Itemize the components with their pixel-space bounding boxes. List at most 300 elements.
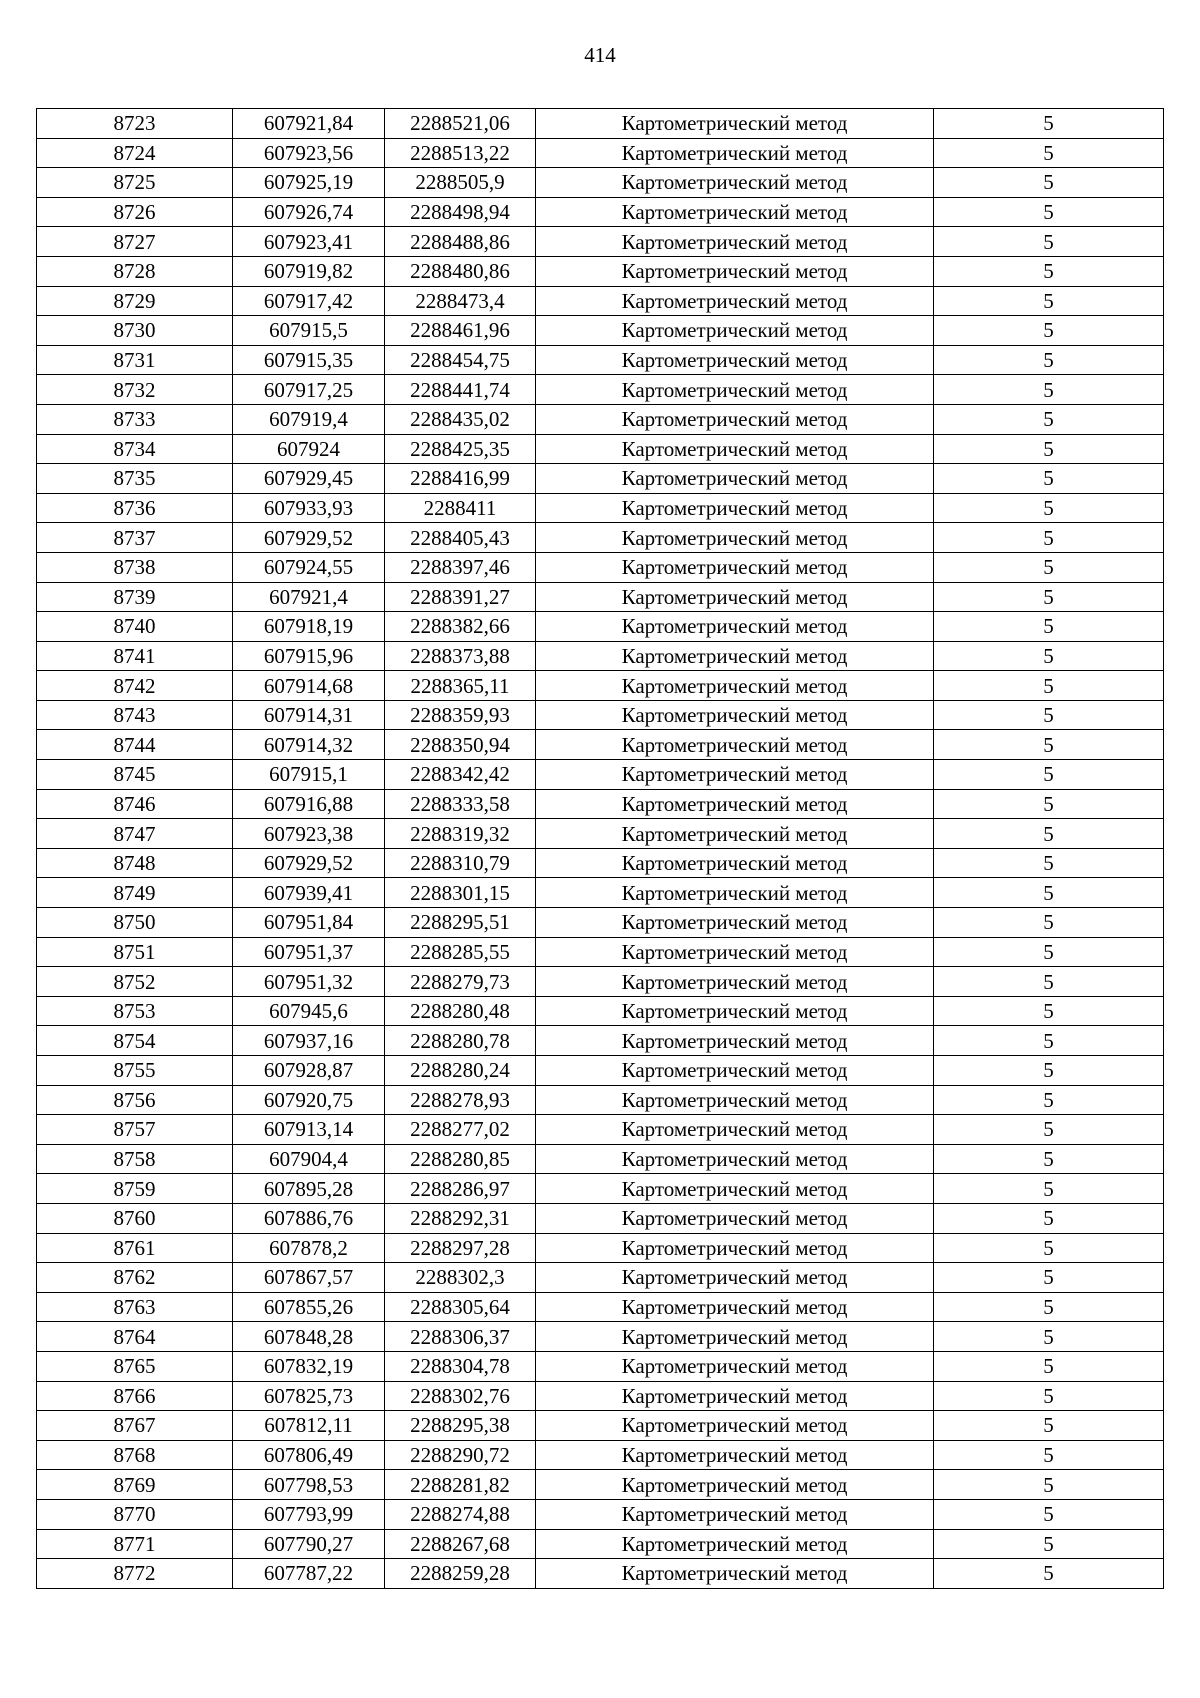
- x-coordinate-cell: 607937,16: [233, 1026, 385, 1056]
- y-coordinate-cell: 2288342,42: [385, 760, 536, 790]
- method-cell: Картометрический метод: [536, 641, 934, 671]
- x-coordinate-cell: 607945,6: [233, 996, 385, 1026]
- y-coordinate-cell: 2288301,15: [385, 878, 536, 908]
- y-coordinate-cell: 2288441,74: [385, 375, 536, 405]
- x-coordinate-cell: 607918,19: [233, 612, 385, 642]
- point-number-cell: 8734: [37, 434, 233, 464]
- accuracy-cell: 5: [934, 1559, 1164, 1589]
- point-number-cell: 8763: [37, 1292, 233, 1322]
- table-row: [37, 197, 1164, 227]
- y-coordinate-cell: 2288279,73: [385, 967, 536, 997]
- y-coordinate-cell: 2288350,94: [385, 730, 536, 760]
- method-cell: Картометрический метод: [536, 1499, 934, 1529]
- method-cell: Картометрический метод: [536, 493, 934, 523]
- x-coordinate-cell: 607925,19: [233, 168, 385, 198]
- x-coordinate-cell: 607951,37: [233, 937, 385, 967]
- y-coordinate-cell: 2288397,46: [385, 552, 536, 582]
- method-cell: Картометрический метод: [536, 1381, 934, 1411]
- y-coordinate-cell: 2288488,86: [385, 227, 536, 257]
- method-cell: Картометрический метод: [536, 908, 934, 938]
- accuracy-cell: 5: [934, 878, 1164, 908]
- y-coordinate-cell: 2288304,78: [385, 1351, 536, 1381]
- point-number-cell: 8755: [37, 1056, 233, 1086]
- point-number-cell: 8765: [37, 1351, 233, 1381]
- accuracy-cell: 5: [934, 1499, 1164, 1529]
- method-cell: Картометрический метод: [536, 671, 934, 701]
- x-coordinate-cell: 607904,4: [233, 1144, 385, 1174]
- y-coordinate-cell: 2288292,31: [385, 1203, 536, 1233]
- point-number-cell: 8737: [37, 523, 233, 553]
- accuracy-cell: 5: [934, 1026, 1164, 1056]
- x-coordinate-cell: 607848,28: [233, 1322, 385, 1352]
- table-row: [37, 1559, 1164, 1589]
- x-coordinate-cell: 607921,4: [233, 582, 385, 612]
- point-number-cell: 8741: [37, 641, 233, 671]
- accuracy-cell: 5: [934, 612, 1164, 642]
- table-row: [37, 1499, 1164, 1529]
- x-coordinate-cell: 607812,11: [233, 1411, 385, 1441]
- point-number-cell: 8728: [37, 256, 233, 286]
- accuracy-cell: 5: [934, 1440, 1164, 1470]
- accuracy-cell: 5: [934, 1322, 1164, 1352]
- point-number-cell: 8736: [37, 493, 233, 523]
- accuracy-cell: 5: [934, 227, 1164, 257]
- method-cell: Картометрический метод: [536, 1411, 934, 1441]
- table-row: [37, 345, 1164, 375]
- accuracy-cell: 5: [934, 996, 1164, 1026]
- x-coordinate-cell: 607914,31: [233, 700, 385, 730]
- y-coordinate-cell: 2288405,43: [385, 523, 536, 553]
- table-row: [37, 1174, 1164, 1204]
- accuracy-cell: 5: [934, 286, 1164, 316]
- point-number-cell: 8752: [37, 967, 233, 997]
- y-coordinate-cell: 2288306,37: [385, 1322, 536, 1352]
- method-cell: Картометрический метод: [536, 848, 934, 878]
- x-coordinate-cell: 607915,96: [233, 641, 385, 671]
- method-cell: Картометрический метод: [536, 1056, 934, 1086]
- x-coordinate-cell: 607951,84: [233, 908, 385, 938]
- x-coordinate-cell: 607917,42: [233, 286, 385, 316]
- table-row: [37, 286, 1164, 316]
- x-coordinate-cell: 607933,93: [233, 493, 385, 523]
- point-number-cell: 8731: [37, 345, 233, 375]
- accuracy-cell: 5: [934, 641, 1164, 671]
- y-coordinate-cell: 2288416,99: [385, 464, 536, 494]
- method-cell: Картометрический метод: [536, 256, 934, 286]
- method-cell: Картометрический метод: [536, 1529, 934, 1559]
- table-row: [37, 1085, 1164, 1115]
- y-coordinate-cell: 2288280,78: [385, 1026, 536, 1056]
- table-row: [37, 227, 1164, 257]
- y-coordinate-cell: 2288285,55: [385, 937, 536, 967]
- point-number-cell: 8730: [37, 316, 233, 346]
- y-coordinate-cell: 2288310,79: [385, 848, 536, 878]
- point-number-cell: 8735: [37, 464, 233, 494]
- accuracy-cell: 5: [934, 316, 1164, 346]
- y-coordinate-cell: 2288435,02: [385, 404, 536, 434]
- point-number-cell: 8756: [37, 1085, 233, 1115]
- coordinates-table: [36, 108, 1164, 1589]
- y-coordinate-cell: 2288513,22: [385, 138, 536, 168]
- point-number-cell: 8745: [37, 760, 233, 790]
- y-coordinate-cell: 2288267,68: [385, 1529, 536, 1559]
- point-number-cell: 8732: [37, 375, 233, 405]
- point-number-cell: 8751: [37, 937, 233, 967]
- y-coordinate-cell: 2288281,82: [385, 1470, 536, 1500]
- x-coordinate-cell: 607924: [233, 434, 385, 464]
- point-number-cell: 8761: [37, 1233, 233, 1263]
- accuracy-cell: 5: [934, 819, 1164, 849]
- accuracy-cell: 5: [934, 908, 1164, 938]
- table-row: [37, 848, 1164, 878]
- accuracy-cell: 5: [934, 168, 1164, 198]
- accuracy-cell: 5: [934, 404, 1164, 434]
- x-coordinate-cell: 607895,28: [233, 1174, 385, 1204]
- accuracy-cell: 5: [934, 1144, 1164, 1174]
- y-coordinate-cell: 2288359,93: [385, 700, 536, 730]
- y-coordinate-cell: 2288302,76: [385, 1381, 536, 1411]
- method-cell: Картометрический метод: [536, 1233, 934, 1263]
- method-cell: Картометрический метод: [536, 523, 934, 553]
- method-cell: Картометрический метод: [536, 700, 934, 730]
- method-cell: Картометрический метод: [536, 1351, 934, 1381]
- method-cell: Картометрический метод: [536, 286, 934, 316]
- table-row: [37, 1411, 1164, 1441]
- table-row: [37, 1115, 1164, 1145]
- y-coordinate-cell: 2288498,94: [385, 197, 536, 227]
- table-row: [37, 404, 1164, 434]
- x-coordinate-cell: 607920,75: [233, 1085, 385, 1115]
- method-cell: Картометрический метод: [536, 1322, 934, 1352]
- y-coordinate-cell: 2288411: [385, 493, 536, 523]
- accuracy-cell: 5: [934, 1292, 1164, 1322]
- method-cell: Картометрический метод: [536, 1174, 934, 1204]
- x-coordinate-cell: 607926,74: [233, 197, 385, 227]
- point-number-cell: 8726: [37, 197, 233, 227]
- point-number-cell: 8738: [37, 552, 233, 582]
- y-coordinate-cell: 2288461,96: [385, 316, 536, 346]
- point-number-cell: 8723: [37, 109, 233, 139]
- x-coordinate-cell: 607806,49: [233, 1440, 385, 1470]
- table-row: [37, 1470, 1164, 1500]
- table-row: [37, 168, 1164, 198]
- table-row: [37, 789, 1164, 819]
- table-row: [37, 878, 1164, 908]
- x-coordinate-cell: 607886,76: [233, 1203, 385, 1233]
- x-coordinate-cell: 607928,87: [233, 1056, 385, 1086]
- x-coordinate-cell: 607951,32: [233, 967, 385, 997]
- table-row: [37, 1440, 1164, 1470]
- accuracy-cell: 5: [934, 109, 1164, 139]
- method-cell: Картометрический метод: [536, 1559, 934, 1589]
- x-coordinate-cell: 607878,2: [233, 1233, 385, 1263]
- coordinates-table-body: [37, 109, 1164, 1589]
- method-cell: Картометрический метод: [536, 434, 934, 464]
- point-number-cell: 8771: [37, 1529, 233, 1559]
- accuracy-cell: 5: [934, 789, 1164, 819]
- point-number-cell: 8762: [37, 1263, 233, 1293]
- y-coordinate-cell: 2288290,72: [385, 1440, 536, 1470]
- y-coordinate-cell: 2288297,28: [385, 1233, 536, 1263]
- accuracy-cell: 5: [934, 345, 1164, 375]
- method-cell: Картометрический метод: [536, 612, 934, 642]
- table-row: [37, 552, 1164, 582]
- y-coordinate-cell: 2288319,32: [385, 819, 536, 849]
- x-coordinate-cell: 607855,26: [233, 1292, 385, 1322]
- x-coordinate-cell: 607790,27: [233, 1529, 385, 1559]
- accuracy-cell: 5: [934, 1351, 1164, 1381]
- table-row: [37, 1263, 1164, 1293]
- table-row: [37, 1529, 1164, 1559]
- method-cell: Картометрический метод: [536, 138, 934, 168]
- point-number-cell: 8749: [37, 878, 233, 908]
- x-coordinate-cell: 607929,45: [233, 464, 385, 494]
- table-row: [37, 1026, 1164, 1056]
- point-number-cell: 8742: [37, 671, 233, 701]
- table-row: [37, 464, 1164, 494]
- x-coordinate-cell: 607939,41: [233, 878, 385, 908]
- point-number-cell: 8739: [37, 582, 233, 612]
- table-row: [37, 730, 1164, 760]
- table-row: [37, 1292, 1164, 1322]
- page-number: 414: [584, 43, 616, 67]
- table-row: [37, 937, 1164, 967]
- accuracy-cell: 5: [934, 700, 1164, 730]
- point-number-cell: 8769: [37, 1470, 233, 1500]
- point-number-cell: 8748: [37, 848, 233, 878]
- y-coordinate-cell: 2288277,02: [385, 1115, 536, 1145]
- table-row: [37, 819, 1164, 849]
- accuracy-cell: 5: [934, 493, 1164, 523]
- accuracy-cell: 5: [934, 464, 1164, 494]
- x-coordinate-cell: 607914,68: [233, 671, 385, 701]
- method-cell: Картометрический метод: [536, 730, 934, 760]
- table-row: [37, 1322, 1164, 1352]
- y-coordinate-cell: 2288295,51: [385, 908, 536, 938]
- table-row: [37, 1144, 1164, 1174]
- table-row: [37, 493, 1164, 523]
- accuracy-cell: 5: [934, 1233, 1164, 1263]
- y-coordinate-cell: 2288278,93: [385, 1085, 536, 1115]
- accuracy-cell: 5: [934, 730, 1164, 760]
- method-cell: Картометрический метод: [536, 996, 934, 1026]
- point-number-cell: 8770: [37, 1499, 233, 1529]
- accuracy-cell: 5: [934, 552, 1164, 582]
- point-number-cell: 8766: [37, 1381, 233, 1411]
- x-coordinate-cell: 607929,52: [233, 848, 385, 878]
- table-row: [37, 375, 1164, 405]
- y-coordinate-cell: 2288505,9: [385, 168, 536, 198]
- method-cell: Картометрический метод: [536, 464, 934, 494]
- x-coordinate-cell: 607923,41: [233, 227, 385, 257]
- point-number-cell: 8764: [37, 1322, 233, 1352]
- table-row: [37, 760, 1164, 790]
- x-coordinate-cell: 607923,38: [233, 819, 385, 849]
- point-number-cell: 8758: [37, 1144, 233, 1174]
- y-coordinate-cell: 2288305,64: [385, 1292, 536, 1322]
- accuracy-cell: 5: [934, 1470, 1164, 1500]
- accuracy-cell: 5: [934, 671, 1164, 701]
- y-coordinate-cell: 2288286,97: [385, 1174, 536, 1204]
- accuracy-cell: 5: [934, 1381, 1164, 1411]
- point-number-cell: 8743: [37, 700, 233, 730]
- method-cell: Картометрический метод: [536, 109, 934, 139]
- point-number-cell: 8760: [37, 1203, 233, 1233]
- table-row: [37, 1351, 1164, 1381]
- point-number-cell: 8767: [37, 1411, 233, 1441]
- y-coordinate-cell: 2288391,27: [385, 582, 536, 612]
- table-row: [37, 641, 1164, 671]
- method-cell: Картометрический метод: [536, 760, 934, 790]
- table-row: [37, 523, 1164, 553]
- point-number-cell: 8754: [37, 1026, 233, 1056]
- accuracy-cell: 5: [934, 937, 1164, 967]
- x-coordinate-cell: 607832,19: [233, 1351, 385, 1381]
- y-coordinate-cell: 2288302,3: [385, 1263, 536, 1293]
- method-cell: Картометрический метод: [536, 375, 934, 405]
- accuracy-cell: 5: [934, 1529, 1164, 1559]
- method-cell: Картометрический метод: [536, 404, 934, 434]
- accuracy-cell: 5: [934, 967, 1164, 997]
- accuracy-cell: 5: [934, 375, 1164, 405]
- method-cell: Картометрический метод: [536, 789, 934, 819]
- point-number-cell: 8733: [37, 404, 233, 434]
- y-coordinate-cell: 2288473,4: [385, 286, 536, 316]
- point-number-cell: 8757: [37, 1115, 233, 1145]
- x-coordinate-cell: 607916,88: [233, 789, 385, 819]
- accuracy-cell: 5: [934, 1174, 1164, 1204]
- point-number-cell: 8759: [37, 1174, 233, 1204]
- point-number-cell: 8725: [37, 168, 233, 198]
- x-coordinate-cell: 607923,56: [233, 138, 385, 168]
- point-number-cell: 8768: [37, 1440, 233, 1470]
- x-coordinate-cell: 607924,55: [233, 552, 385, 582]
- x-coordinate-cell: 607867,57: [233, 1263, 385, 1293]
- x-coordinate-cell: 607915,5: [233, 316, 385, 346]
- y-coordinate-cell: 2288259,28: [385, 1559, 536, 1589]
- accuracy-cell: 5: [934, 1085, 1164, 1115]
- accuracy-cell: 5: [934, 1056, 1164, 1086]
- method-cell: Картометрический метод: [536, 197, 934, 227]
- x-coordinate-cell: 607787,22: [233, 1559, 385, 1589]
- table-row: [37, 1233, 1164, 1263]
- method-cell: Картометрический метод: [536, 1026, 934, 1056]
- point-number-cell: 8727: [37, 227, 233, 257]
- accuracy-cell: 5: [934, 582, 1164, 612]
- method-cell: Картометрический метод: [536, 819, 934, 849]
- method-cell: Картометрический метод: [536, 1292, 934, 1322]
- accuracy-cell: 5: [934, 256, 1164, 286]
- table-row: [37, 316, 1164, 346]
- accuracy-cell: 5: [934, 523, 1164, 553]
- y-coordinate-cell: 2288333,58: [385, 789, 536, 819]
- point-number-cell: 8772: [37, 1559, 233, 1589]
- y-coordinate-cell: 2288280,24: [385, 1056, 536, 1086]
- x-coordinate-cell: 607825,73: [233, 1381, 385, 1411]
- method-cell: Картометрический метод: [536, 967, 934, 997]
- table-row: [37, 1203, 1164, 1233]
- method-cell: Картометрический метод: [536, 552, 934, 582]
- method-cell: Картометрический метод: [536, 1144, 934, 1174]
- y-coordinate-cell: 2288274,88: [385, 1499, 536, 1529]
- method-cell: Картометрический метод: [536, 582, 934, 612]
- method-cell: Картометрический метод: [536, 168, 934, 198]
- point-number-cell: 8724: [37, 138, 233, 168]
- method-cell: Картометрический метод: [536, 345, 934, 375]
- x-coordinate-cell: 607921,84: [233, 109, 385, 139]
- x-coordinate-cell: 607919,82: [233, 256, 385, 286]
- y-coordinate-cell: 2288480,86: [385, 256, 536, 286]
- x-coordinate-cell: 607915,1: [233, 760, 385, 790]
- method-cell: Картометрический метод: [536, 1263, 934, 1293]
- point-number-cell: 8744: [37, 730, 233, 760]
- point-number-cell: 8746: [37, 789, 233, 819]
- x-coordinate-cell: 607919,4: [233, 404, 385, 434]
- point-number-cell: 8750: [37, 908, 233, 938]
- table-row: [37, 996, 1164, 1026]
- y-coordinate-cell: 2288454,75: [385, 345, 536, 375]
- method-cell: Картометрический метод: [536, 1203, 934, 1233]
- method-cell: Картометрический метод: [536, 227, 934, 257]
- x-coordinate-cell: 607913,14: [233, 1115, 385, 1145]
- y-coordinate-cell: 2288382,66: [385, 612, 536, 642]
- x-coordinate-cell: 607917,25: [233, 375, 385, 405]
- y-coordinate-cell: 2288521,06: [385, 109, 536, 139]
- table-row: [37, 434, 1164, 464]
- point-number-cell: 8747: [37, 819, 233, 849]
- accuracy-cell: 5: [934, 760, 1164, 790]
- x-coordinate-cell: 607793,99: [233, 1499, 385, 1529]
- method-cell: Картометрический метод: [536, 316, 934, 346]
- accuracy-cell: 5: [934, 1115, 1164, 1145]
- y-coordinate-cell: 2288365,11: [385, 671, 536, 701]
- x-coordinate-cell: 607914,32: [233, 730, 385, 760]
- table-row: [37, 612, 1164, 642]
- table-row: [37, 256, 1164, 286]
- method-cell: Картометрический метод: [536, 937, 934, 967]
- table-row: [37, 700, 1164, 730]
- table-row: [37, 967, 1164, 997]
- point-number-cell: 8740: [37, 612, 233, 642]
- method-cell: Картометрический метод: [536, 1440, 934, 1470]
- method-cell: Картометрический метод: [536, 878, 934, 908]
- x-coordinate-cell: 607798,53: [233, 1470, 385, 1500]
- x-coordinate-cell: 607915,35: [233, 345, 385, 375]
- table-row: [37, 138, 1164, 168]
- y-coordinate-cell: 2288425,35: [385, 434, 536, 464]
- accuracy-cell: 5: [934, 138, 1164, 168]
- method-cell: Картометрический метод: [536, 1470, 934, 1500]
- method-cell: Картометрический метод: [536, 1085, 934, 1115]
- x-coordinate-cell: 607929,52: [233, 523, 385, 553]
- y-coordinate-cell: 2288280,48: [385, 996, 536, 1026]
- accuracy-cell: 5: [934, 848, 1164, 878]
- table-row: [37, 1381, 1164, 1411]
- accuracy-cell: 5: [934, 1203, 1164, 1233]
- y-coordinate-cell: 2288280,85: [385, 1144, 536, 1174]
- y-coordinate-cell: 2288295,38: [385, 1411, 536, 1441]
- point-number-cell: 8729: [37, 286, 233, 316]
- method-cell: Картометрический метод: [536, 1115, 934, 1145]
- accuracy-cell: 5: [934, 1263, 1164, 1293]
- table-row: [37, 582, 1164, 612]
- table-row: [37, 908, 1164, 938]
- accuracy-cell: 5: [934, 197, 1164, 227]
- table-row: [37, 109, 1164, 139]
- accuracy-cell: 5: [934, 434, 1164, 464]
- table-row: [37, 671, 1164, 701]
- point-number-cell: 8753: [37, 996, 233, 1026]
